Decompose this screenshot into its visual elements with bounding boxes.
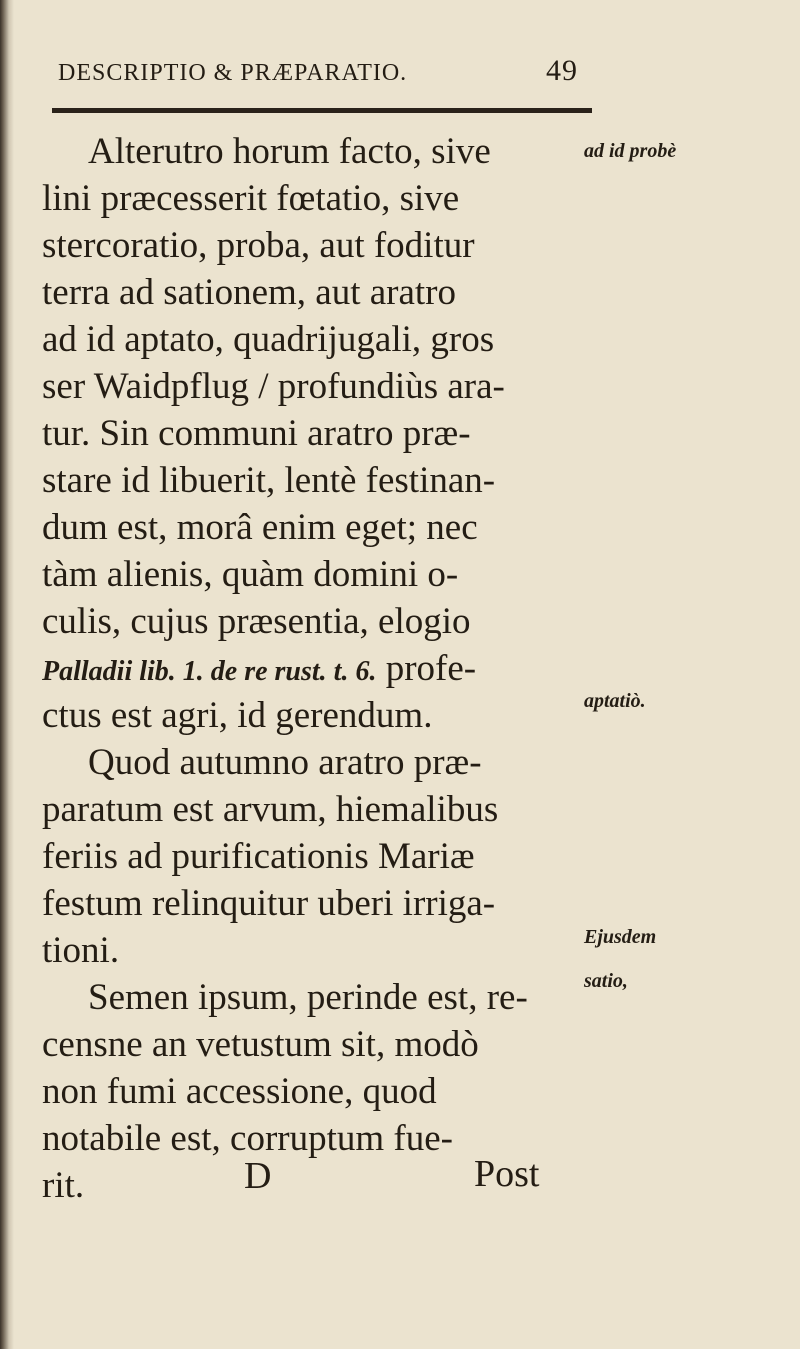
text-line: ser Waidpflug / profundiùs ara-: [42, 366, 505, 407]
text-line: tàm alienis, quàm domini o-: [42, 554, 459, 595]
marginal-note: aptatiò.: [584, 690, 646, 712]
citation-italic: Palladii lib. 1. de re rust. t. 6.: [42, 656, 377, 687]
marginal-note: satio,: [584, 970, 628, 992]
running-title: DESCRIPTIO & PRÆPARATIO.: [58, 60, 408, 86]
page-gutter: [0, 0, 14, 1349]
catchword: Post: [474, 1153, 540, 1195]
body-text: [42, 128, 580, 1209]
page-number: 49: [546, 54, 578, 87]
text-line: Quod autumno aratro præ-: [88, 742, 482, 783]
signature-mark: D: [244, 1155, 272, 1197]
marginal-note: Ejusdem: [584, 926, 657, 948]
text-line: terra ad sationem, aut aratro: [42, 272, 456, 313]
marginal-note: ad id probè: [584, 140, 677, 162]
text-line: ctus est agri, id gerendum.: [42, 695, 433, 736]
text-line: culis, cujus præsentia, elogio: [42, 601, 471, 642]
text-line: paratum est arvum, hiemalibus: [42, 789, 499, 830]
header-rule: [52, 108, 592, 113]
text-line: non fumi accessione, quod: [42, 1071, 437, 1112]
text-line: stercoratio, proba, aut foditur: [42, 225, 475, 266]
text-line: tioni.: [42, 930, 120, 971]
text-line: rit.: [42, 1165, 85, 1206]
text-line: Semen ipsum, perinde est, re-: [88, 977, 528, 1018]
text-line: lini præcesserit fœtatio, sive: [42, 178, 460, 219]
text-line-citation: [42, 645, 580, 692]
text-line: censne an vetustum sit, modò: [42, 1024, 479, 1065]
text-line: ad id aptato, quadrijugali, gros: [42, 319, 495, 360]
text-line: festum relinquitur uberi irriga-: [42, 883, 496, 924]
text-line: tur. Sin communi aratro præ-: [42, 413, 471, 454]
text-line: Alterutro horum facto, sive: [88, 131, 491, 172]
text-line: dum est, morâ enim eget; nec: [42, 507, 478, 548]
text-line: notabile est, corruptum fue-: [42, 1118, 453, 1159]
text-line: stare id libuerit, lentè festinan-: [42, 460, 496, 501]
running-header: [58, 56, 588, 100]
text-line: feriis ad purificationis Mariæ: [42, 836, 475, 877]
citation-tail: profe-: [376, 648, 477, 689]
